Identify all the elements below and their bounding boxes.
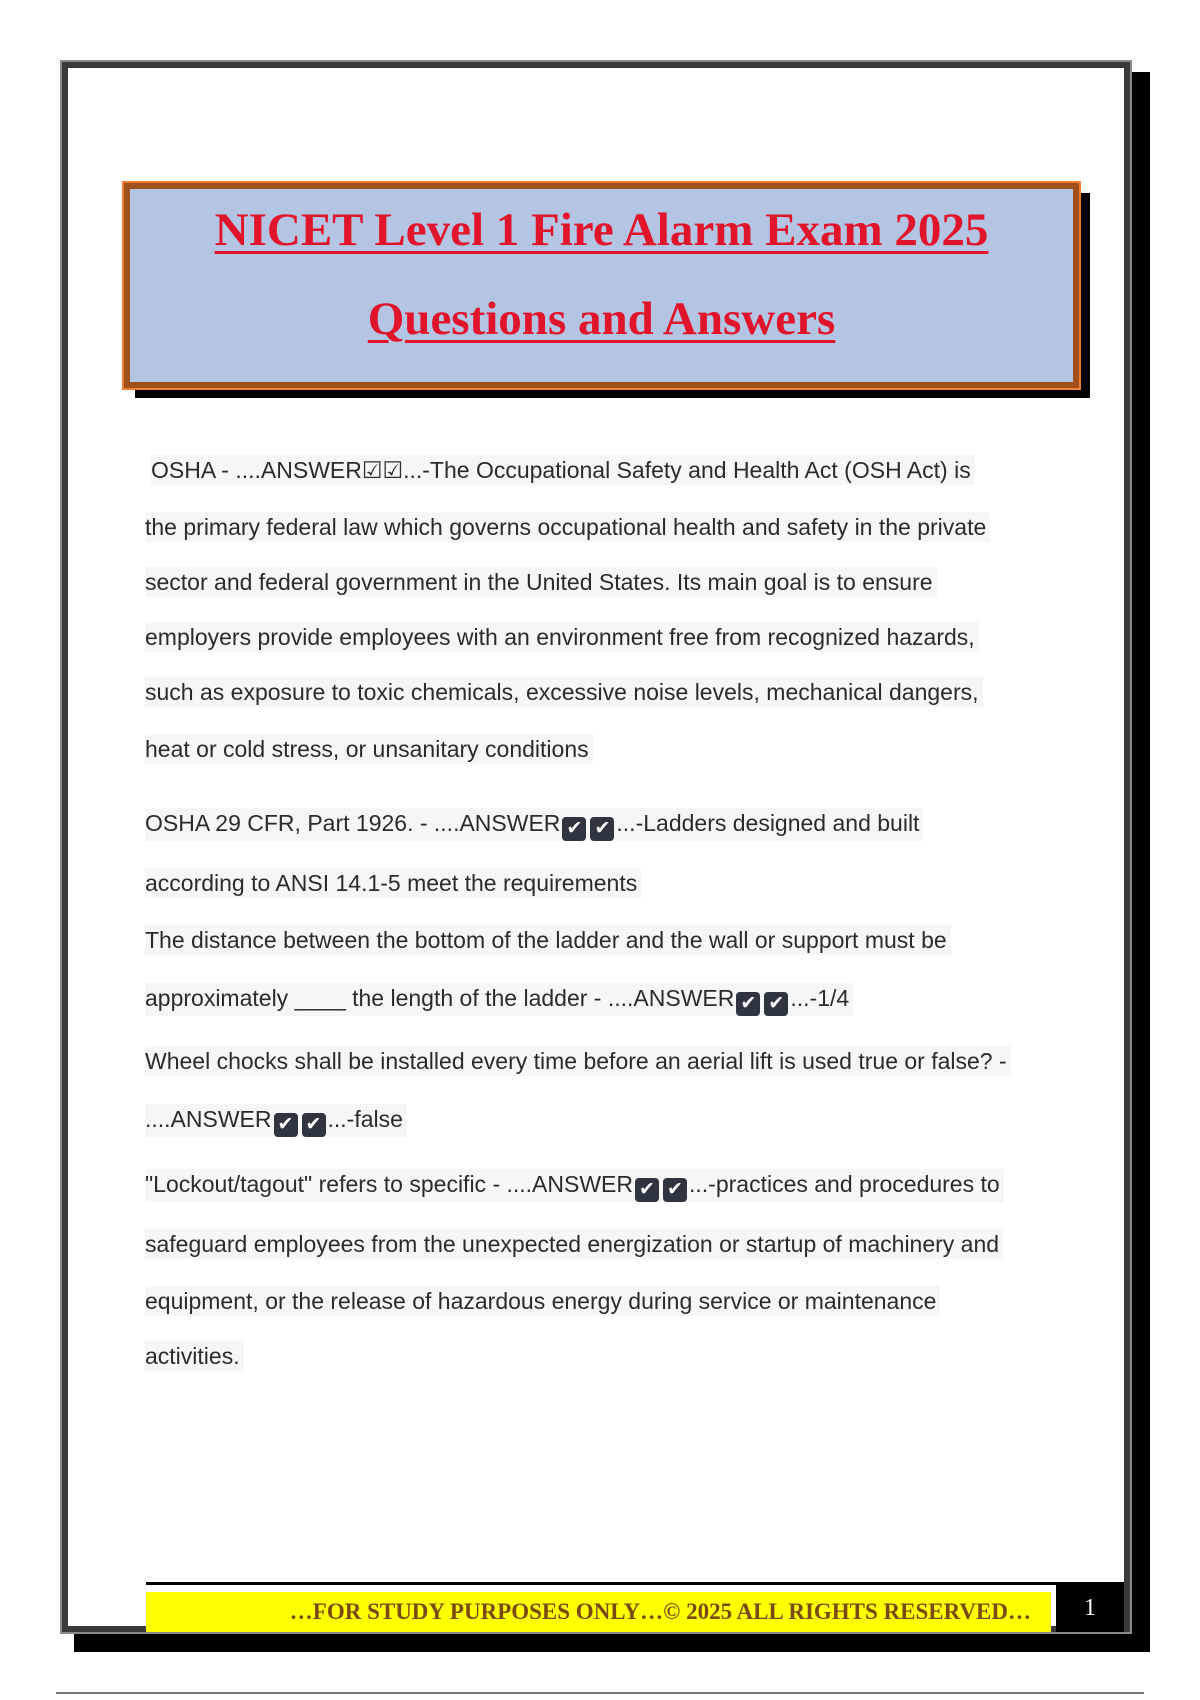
text-line: sector and federal government in the United States. Its main goal is to ensure [145,567,937,597]
answer-text: ...-1/4 [790,985,850,1011]
document-title-line-2: Questions and Answers [367,293,836,345]
checkmark-icon: ✔ [764,992,788,1016]
text-line: heat or cold stress, or unsanitary conditions [145,734,593,764]
footer-banner: …FOR STUDY PURPOSES ONLY…© 2025 ALL RIGHTS RESERVED… [146,1592,1051,1632]
footer-rule [146,1582,1124,1585]
page-number: 1 [1056,1584,1124,1632]
checkmark-icon: ✔ [274,1113,298,1137]
checkmark-icon: ✔ [635,1178,659,1202]
document-title-line-1: NICET Level 1 Fire Alarm Exam 2025 [214,204,989,256]
question-text: approximately ____ the length of the ladder - ....ANSWER [145,985,735,1011]
question-text: ....ANSWER [145,1106,272,1132]
title-box [124,183,1079,388]
text-line: The distance between the bottom of the ladder and the wall or support must be [145,925,951,955]
text-line: safeguard employees from the unexpected energization or startup of machinery and [145,1229,1003,1259]
checkmark-icon: ✔ [562,817,586,841]
text-line: such as exposure to toxic chemicals, excessive noise levels, mechanical dangers, [145,677,983,707]
checkmark-icon: ✔ [590,817,614,841]
question-line [145,983,853,1016]
question-line [145,808,923,841]
question-text: "Lockout/tagout" refers to specific - ....ANSWER [145,1171,634,1197]
answer-text: ...-false [327,1106,403,1132]
text-line: according to ANSI 14.1-5 meet the requirements [145,868,641,898]
question-text: OSHA 29 CFR, Part 1926. - ....ANSWER [145,810,561,836]
checkmark-icon: ✔ [302,1113,326,1137]
checkmark-icon: ✔ [736,992,760,1016]
text-line: the primary federal law which governs occupational health and safety in the private [145,512,990,542]
text-line: Wheel chocks shall be installed every time before an aerial lift is used true or false? - [145,1046,1011,1076]
text-line: employers provide employees with an environment free from recognized hazards, [145,622,979,652]
text-line: OSHA - ....ANSWER☑☑...-The Occupational Safety and Health Act (OSH Act) is [151,455,975,485]
answer-text: ...-practices and procedures to [689,1171,1000,1197]
answer-text: ...-Ladders designed and built [616,810,920,836]
checkmark-icon: ✔ [663,1178,687,1202]
text-line: activities. [145,1341,244,1371]
text-line: equipment, or the release of hazardous energy during service or maintenance [145,1286,940,1316]
question-line [145,1169,1004,1202]
bottom-divider [56,1692,1144,1694]
question-line [145,1104,407,1137]
